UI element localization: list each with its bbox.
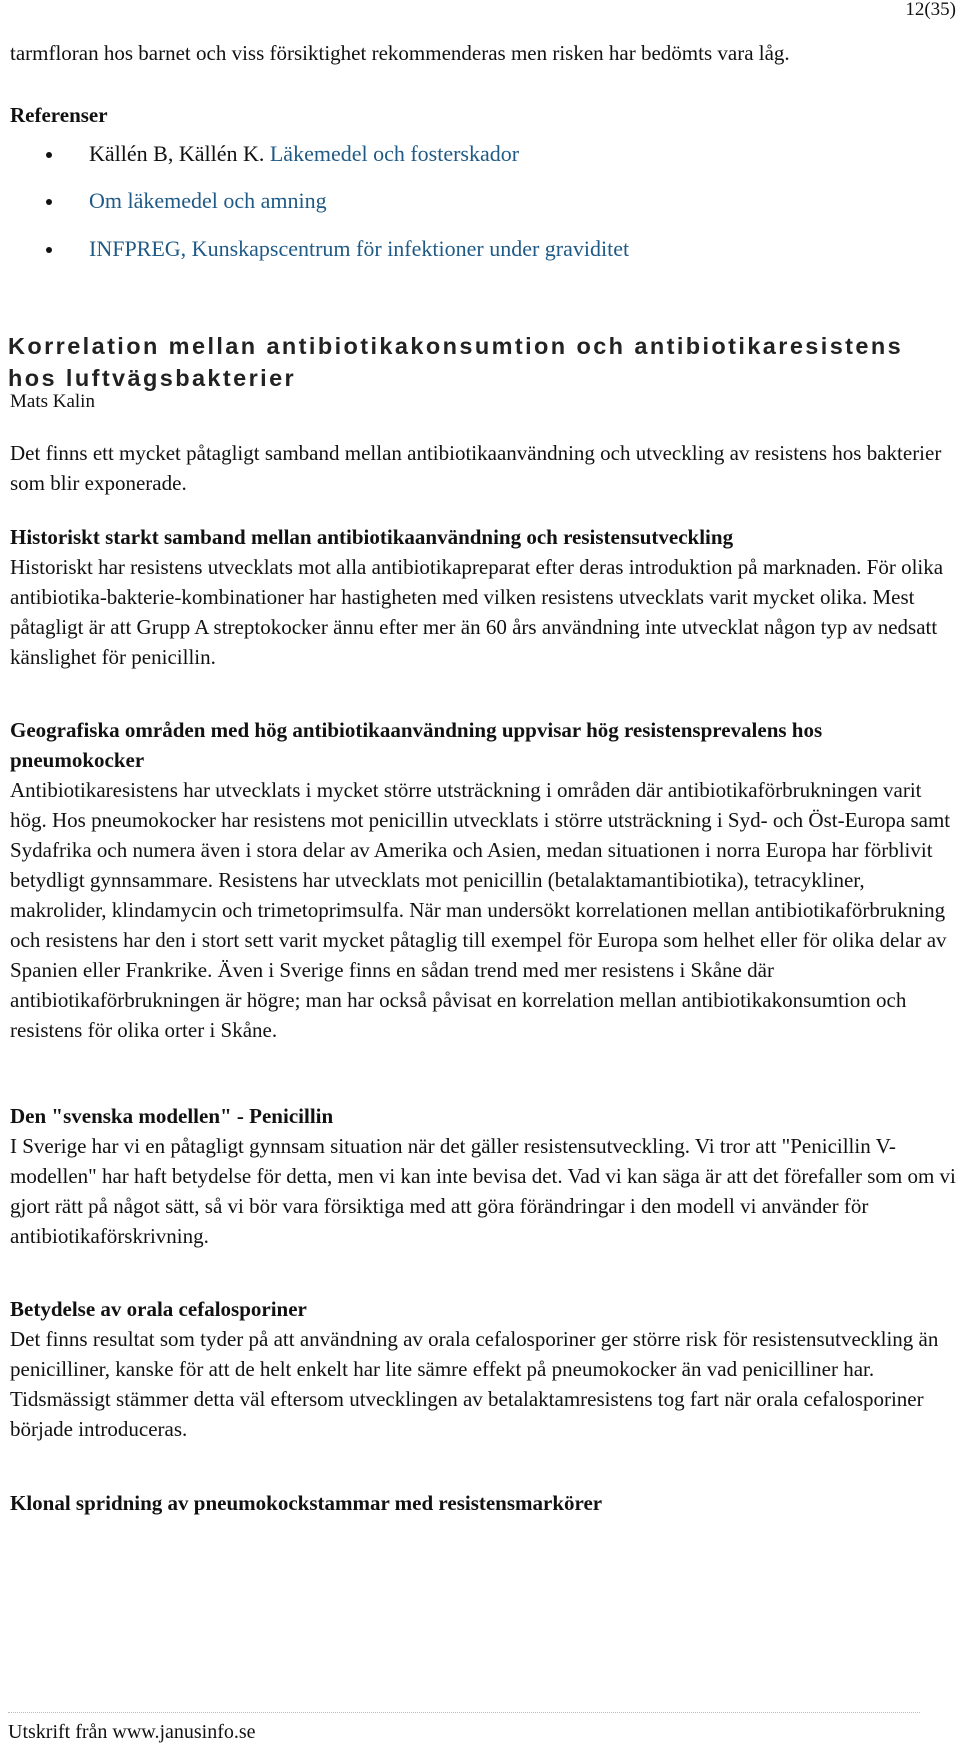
- section-heading: Historiskt starkt samband mellan antibiotikaanvändning och resistensutveckling: [10, 525, 734, 549]
- section-body: Det finns resultat som tyder på att användning av orala cefalosporiner ger större risk för resistensutveckling än penicilliner, kanske för att de helt enkelt har lite sämre effekt på pneumokocker än vad penicilliner har. Tidsmässigt stämmer detta väl eftersom utvecklingen av betalaktamresistens tog fart när orala cefalosporiner började introduceras.: [10, 1327, 939, 1441]
- bullet-icon: [46, 152, 52, 158]
- reference-link-infpreg[interactable]: INFPREG, Kunskapscentrum för infektioner under graviditet: [89, 236, 630, 261]
- reference-item: [0, 184, 960, 218]
- section-svenska-modellen: [10, 1101, 958, 1251]
- reference-link-fosterskador[interactable]: Läkemedel och fosterskador: [269, 141, 520, 166]
- reference-item: [0, 232, 960, 266]
- references-heading: Referenser: [10, 103, 108, 127]
- section-cefalosporiner: [10, 1294, 958, 1444]
- section-body: I Sverige har vi en påtagligt gynnsam situation när det gäller resistensutveckling. Vi tror att "Penicillin V-modellen" har haft betydelse för detta, men vi kan inte bevisa det. Vad vi kan säga är att det förefaller som om vi gjort rätt på något sätt, så vi bör vara försiktiga med att göra förändringar i den modell vi använder för antibiotikaförskrivning.: [10, 1134, 956, 1248]
- bullet-icon: [46, 199, 52, 205]
- section-historiskt: [10, 522, 958, 672]
- section-body: Antibiotikaresistens har utvecklats i mycket större utsträckning i områden där antibiotikaförbrukningen varit hög. Hos pneumokocker har resistens mot penicillin utvecklats i större utsträckning i Syd- och Öst-Europa samt Sydafrika och numera även i stora delar av Amerika och Asien, medan situationen i norra Europa har förblivit betydligt gynnsammare. Resistens har utvecklats mot penicillin (betalaktamantibiotika), tetracykliner, makrolider, klindamycin och trimetoprimsulfa. När man undersökt korrelationen mellan antibiotikaförbrukning och resistens har den i stort sett varit mycket påtaglig till exempel för Europa som helhet eller för olika delar av Spanien eller Frankrike. Även i Sverige finns en sådan trend med mer resistens i Skåne där antibiotikaförbrukningen är högre; man har också påvisat en korrelation mellan antibiotikakonsumtion och resistens för olika orter i Skåne.: [10, 778, 951, 1042]
- reference-author: Källén B, Källén K.: [89, 141, 270, 166]
- bullet-icon: [46, 247, 52, 253]
- section-heading: Geografiska områden med hög antibiotikaanvändning uppvisar hög resistensprevalens hos pneumokocker: [10, 718, 823, 772]
- reference-item: [0, 137, 960, 171]
- section-heading-klonal: Klonal spridning av pneumokockstammar med resistensmarkörer: [10, 1491, 603, 1515]
- article-title: Korrelation mellan antibiotikakonsumtion och antibiotikaresistens hos luftvägsbakterier: [8, 333, 904, 391]
- article-author: Mats Kalin: [10, 391, 95, 412]
- footer-divider: [8, 1712, 920, 1713]
- section-body: Historiskt har resistens utvecklats mot alla antibiotikapreparat efter deras introduktion på marknaden. För olika antibiotika-bakterie-kombinationer har hastigheten med vilken resistens utvecklats varit mycket olika. Mest påtagligt är att Grupp A streptokocker ännu efter mer än 60 års användning inte utvecklat någon typ av nedsatt känslighet för penicillin.: [10, 555, 944, 669]
- section-heading: Den "svenska modellen" - Penicillin: [10, 1104, 334, 1128]
- intro-paragraph: tarmfloran hos barnet och viss försiktighet rekommenderas men risken har bedömts vara låg.: [10, 41, 790, 65]
- section-geografiska: [10, 715, 958, 1045]
- section-heading: Betydelse av orala cefalosporiner: [10, 1297, 307, 1321]
- footer-text: Utskrift från www.janusinfo.se: [8, 1721, 256, 1743]
- reference-link-amning[interactable]: Om läkemedel och amning: [89, 188, 327, 213]
- page-number: 12(35): [905, 0, 956, 20]
- lead-paragraph: Det finns ett mycket påtagligt samband mellan antibiotikaanvändning och utveckling av resistens hos bakterier som blir exponerade.: [10, 441, 942, 495]
